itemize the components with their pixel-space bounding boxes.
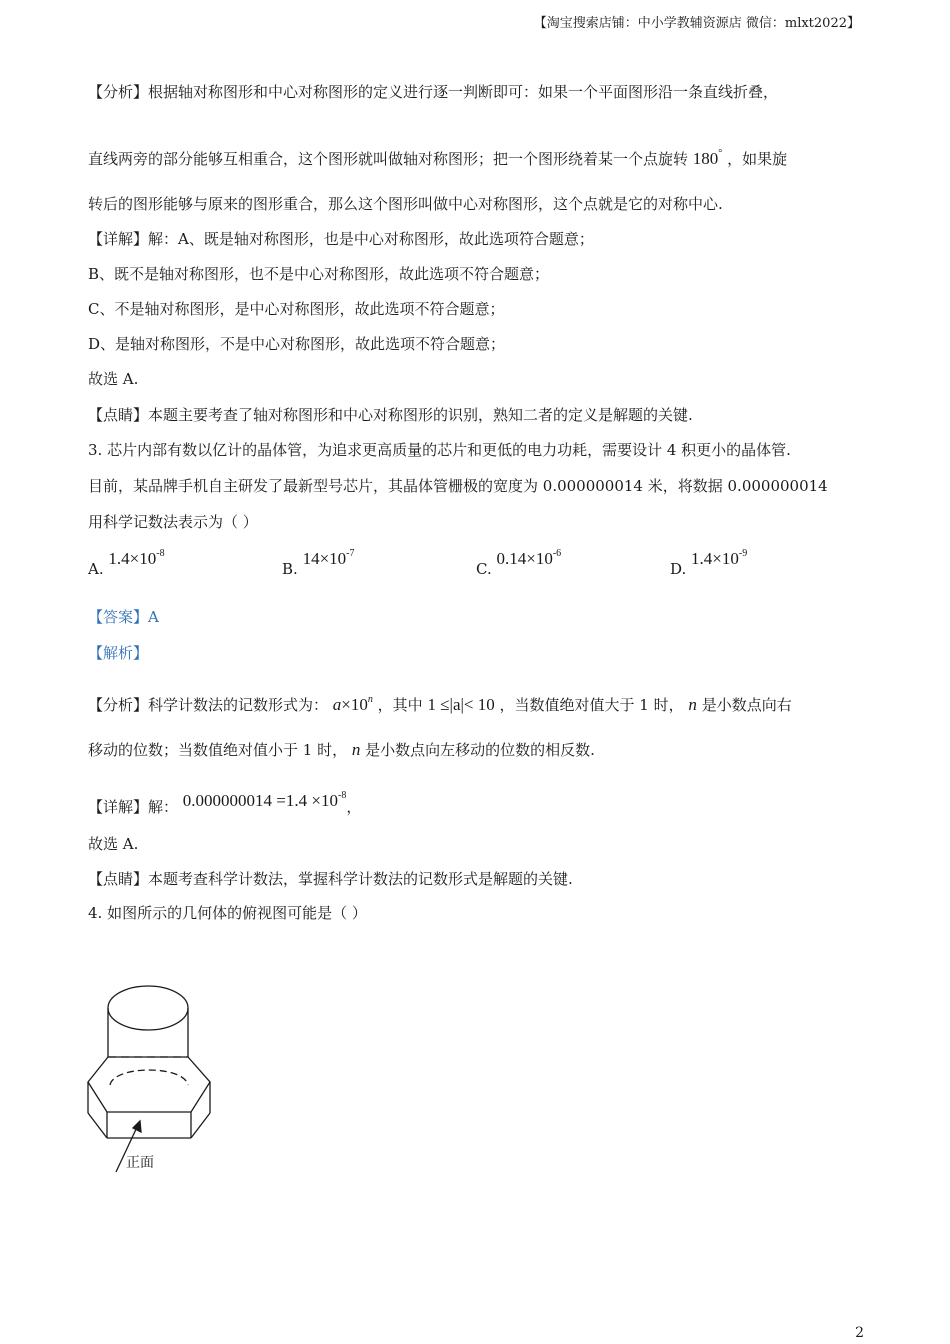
analysis-text: 是小数点向右 — [701, 696, 792, 714]
prism-edge — [191, 1113, 210, 1138]
sci-notation-formula — [333, 695, 373, 714]
option-label: C. — [476, 560, 492, 578]
q3-comment: 【点睛】本题考查科学计数法，掌握科学计数法的记数形式是解题的关键. — [88, 870, 573, 888]
q3-option-b — [282, 548, 355, 578]
analysis-text: 移动的位数；当数值绝对值小于 1 时， — [88, 741, 348, 759]
hexagon-top-face — [88, 1057, 210, 1112]
option-value — [691, 549, 747, 568]
q3-stem-line2: 目前，某品牌手机自主研发了最新型号芯片，其晶体管栅极的宽度为 0.000000014 米，将数据 0.000000014 — [88, 477, 828, 495]
hole-curve — [110, 1070, 188, 1085]
angle-value: 180 — [692, 149, 719, 168]
q3-analysis-line1 — [88, 690, 792, 715]
prism-edge — [88, 1113, 107, 1138]
var-n: n — [688, 695, 697, 714]
analysis-text: 【分析】科学计数法的记数形式为： — [88, 696, 329, 714]
analysis-text: 是小数点向左移动的位数的相反数. — [365, 741, 595, 759]
option-exponent: -8 — [156, 548, 165, 559]
q2-analysis-line1: 【分析】根据轴对称图形和中心对称图形的定义进行逐一判断即可：如果一个平面图形沿一条直线折叠， — [88, 83, 779, 101]
option-exponent: -6 — [552, 548, 562, 559]
option-value — [303, 549, 355, 568]
analysis-text: ，当数值绝对值大于 1 时， — [499, 696, 684, 714]
q3-detail — [88, 786, 361, 817]
q2-choose: 故选 A. — [88, 370, 139, 388]
q2-detail-a: 【详解】解：A、既是轴对称图形，也是中心对称图形，故此选项符合题意； — [88, 230, 594, 248]
q2-analysis-line2-text: 直线两旁的部分能够互相重合，这个图形就叫做轴对称图形；把一个图形绕着某一个点旋转 — [88, 150, 689, 168]
option-value — [497, 549, 562, 568]
q3-option-a — [88, 548, 165, 578]
range-condition: 1 ≤|a|< 10 — [427, 695, 495, 714]
front-arrow-head — [133, 1121, 141, 1132]
q4-stem: 4. 如图所示的几何体的俯视图可能是（ ） — [88, 904, 367, 922]
detail-equation — [183, 791, 347, 810]
analysis-text: ，其中 — [377, 696, 423, 714]
option-base: 1.4×10 — [691, 549, 739, 568]
q2-analysis-line2-end: ，如果旋 — [727, 150, 788, 168]
option-label: B. — [282, 560, 298, 578]
q3-jiexi: 【解析】 — [88, 644, 149, 662]
page-number: 2 — [855, 1325, 864, 1341]
var-n: n — [351, 740, 361, 759]
rotation-angle — [693, 149, 723, 168]
q2-detail-c: C、不是轴对称图形，是中心对称图形，故此选项不符合题意； — [88, 300, 505, 318]
q3-stem-line3: 用科学记数法表示为（ ） — [88, 513, 258, 531]
geometric-solid-figure — [80, 975, 230, 1180]
detail-label: 【详解】解： — [88, 798, 179, 816]
option-base: 14×10 — [302, 549, 347, 568]
equation-exponent: -8 — [337, 790, 347, 801]
option-label: A. — [88, 560, 104, 578]
q2-analysis-line2 — [88, 144, 787, 169]
q2-detail-d: D、是轴对称图形，不是中心对称图形，故此选项不符合题意； — [88, 335, 506, 353]
q3-stem-line1: 3. 芯片内部有数以亿计的晶体管，为追求更高质量的芯片和更低的电力功耗，需要设计 4 积更小的晶体管. — [88, 441, 791, 459]
q3-answer: 【答案】A — [88, 608, 159, 626]
equation-text: 0.000000014 =1.4 ×10 — [182, 791, 338, 810]
q3-option-c — [476, 548, 561, 578]
degree-symbol: ° — [718, 148, 723, 159]
option-value — [108, 549, 164, 568]
var-n-exp: n — [367, 694, 373, 705]
q2-analysis-line3: 转后的图形能够与原来的图形重合，那么这个图形叫做中心对称图形，这个点就是它的对称中心. — [88, 195, 723, 213]
front-label: 正面 — [126, 1155, 154, 1171]
detail-end: ， — [346, 798, 362, 816]
option-exponent: -9 — [738, 548, 748, 559]
times-ten: ×10 — [341, 695, 368, 714]
var-a: a — [332, 695, 342, 714]
option-base: 0.14×10 — [496, 549, 553, 568]
q2-comment: 【点睛】本题主要考查了轴对称图形和中心对称图形的识别，熟知二者的定义是解题的关键. — [88, 406, 693, 424]
page-header: 【淘宝搜索店铺：中小学教辅资源店 微信：mlxt2022】 — [533, 16, 860, 31]
q3-analysis-line2 — [88, 740, 595, 760]
cylinder-top-ellipse — [108, 986, 188, 1030]
option-label: D. — [670, 560, 687, 578]
option-base: 1.4×10 — [108, 549, 157, 568]
q3-choose: 故选 A. — [88, 835, 139, 853]
q2-detail-b: B、既不是轴对称图形，也不是中心对称图形，故此选项不符合题意； — [88, 265, 550, 283]
q3-option-d — [670, 548, 747, 578]
option-exponent: -7 — [346, 548, 355, 559]
